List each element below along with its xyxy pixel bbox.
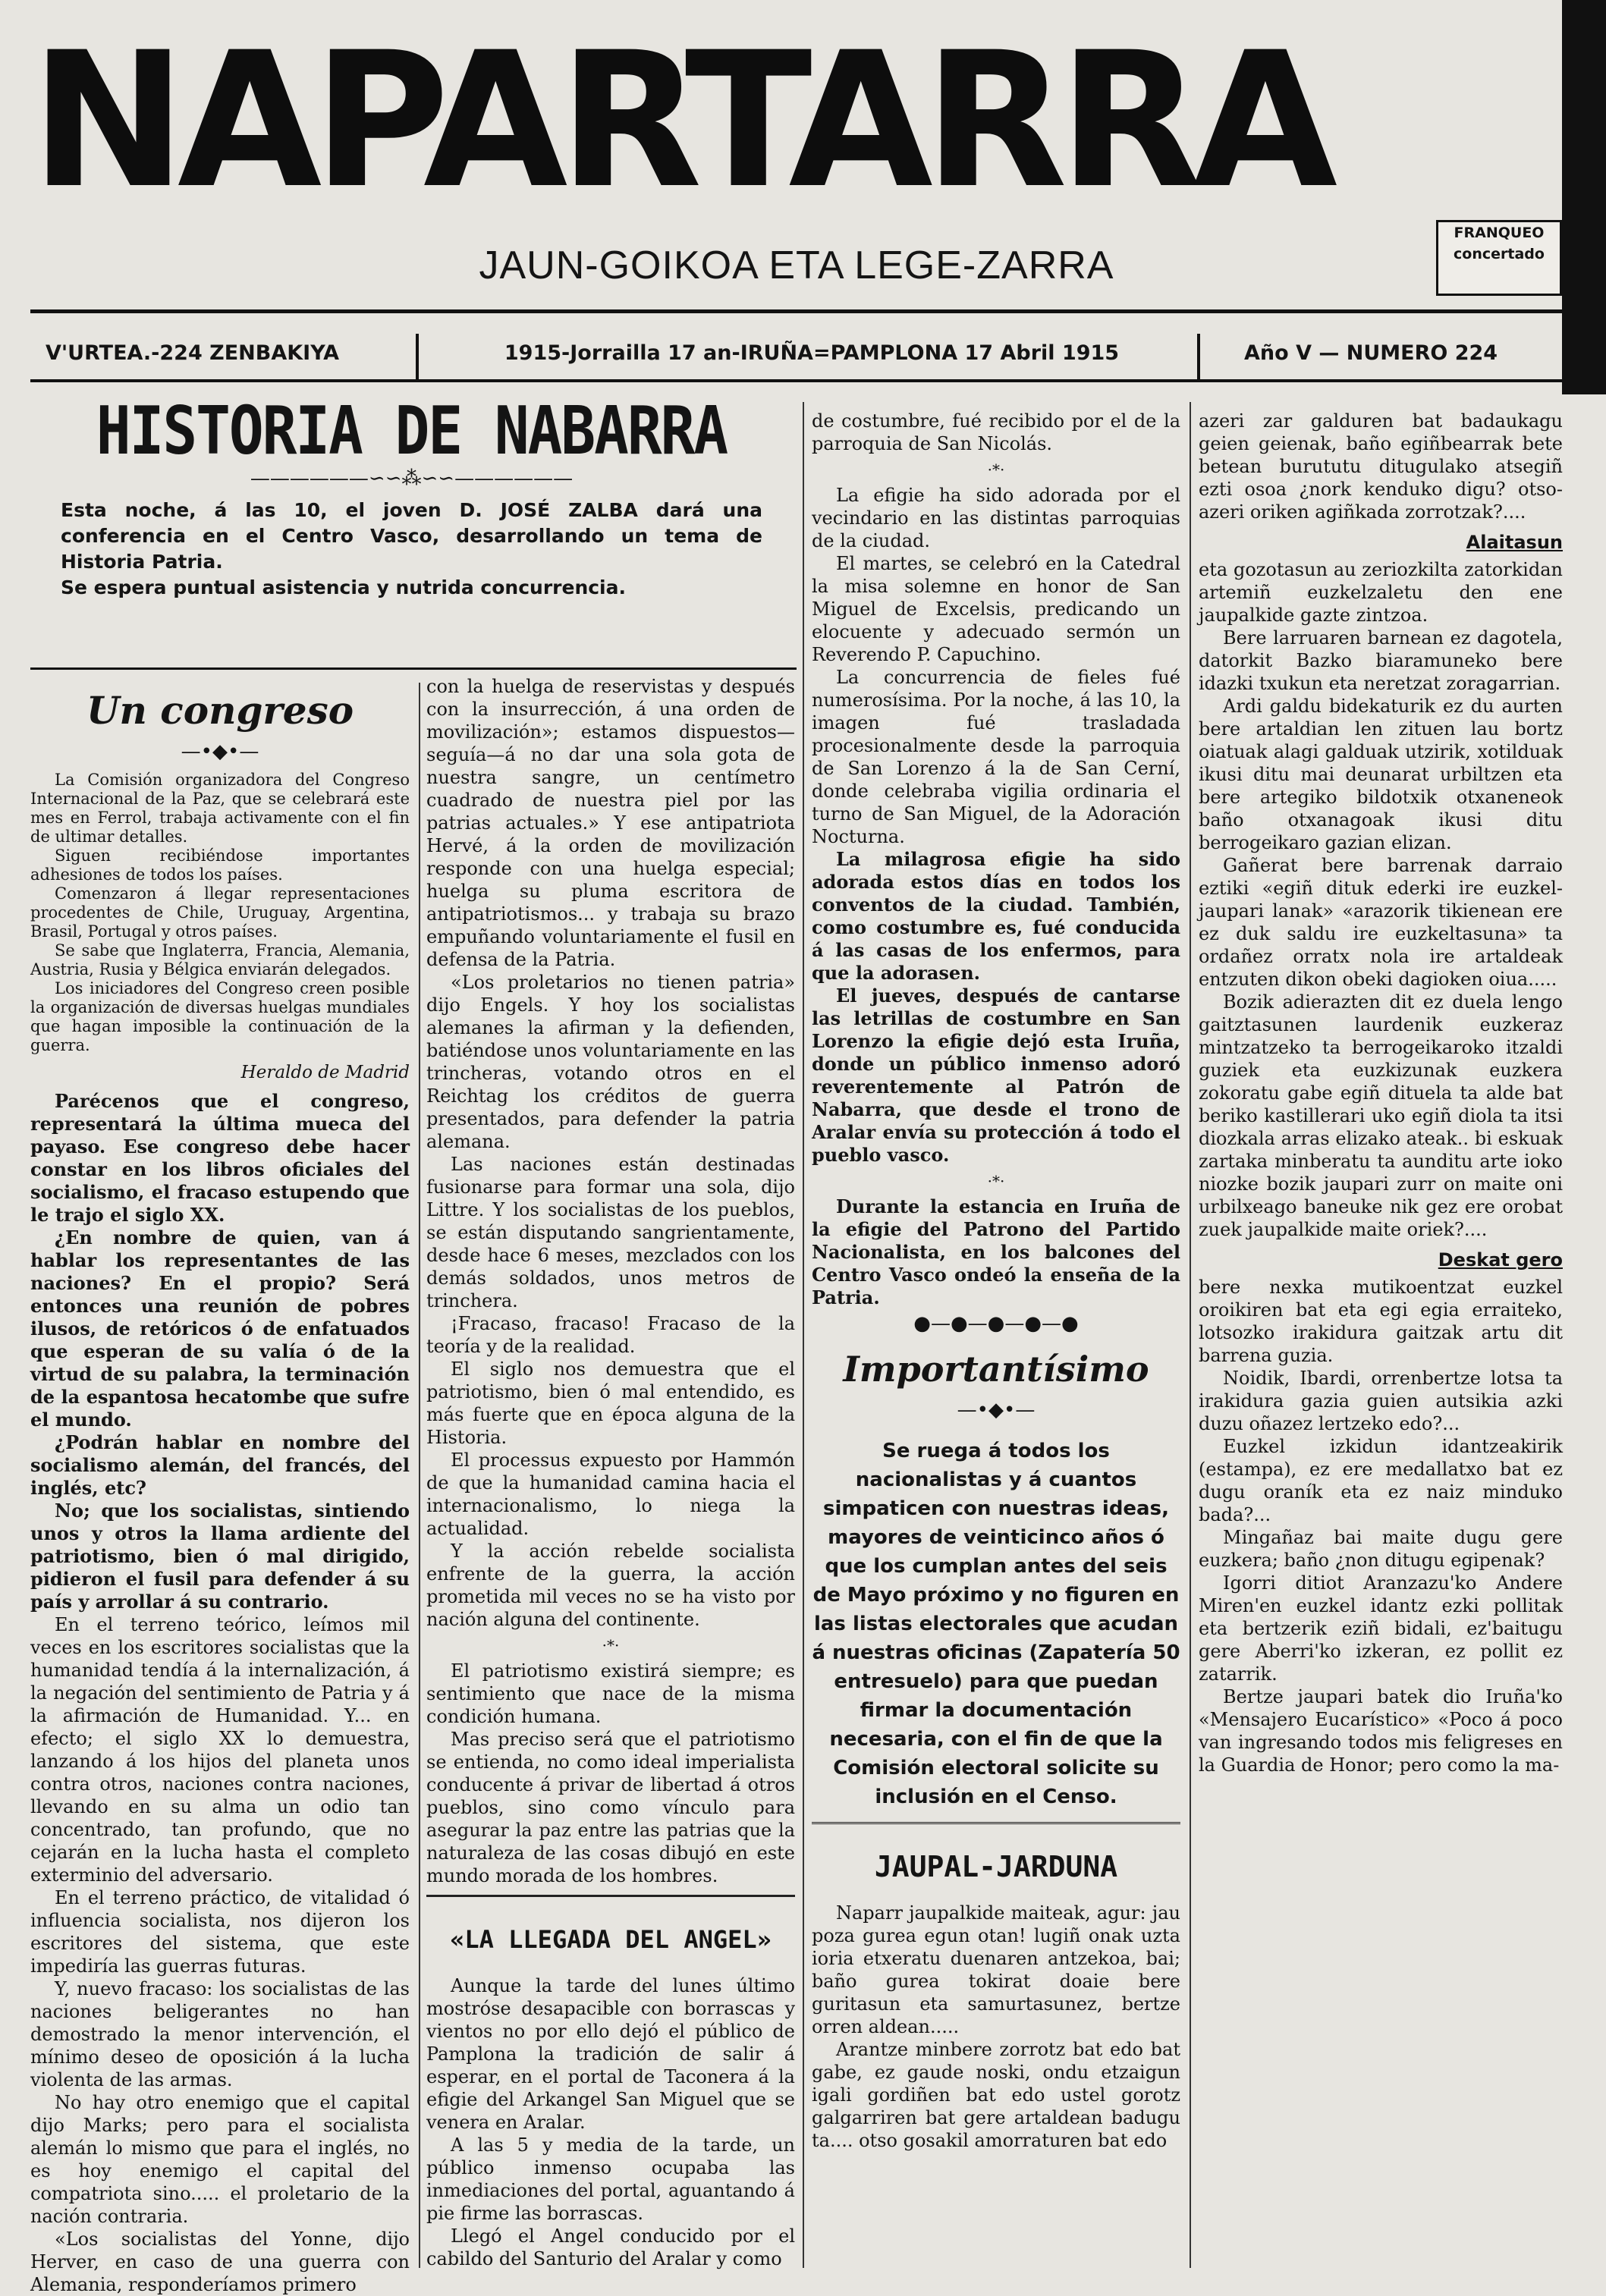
section-alaitasun: Alaitasun: [1466, 532, 1563, 553]
masthead-motto: JAUN-GOIKOA ETA LEGE-ZARRA: [479, 243, 1114, 287]
col2-para: El processus expuesto por Hammón de que la humanidad camina hacia el internacionalismo, lo niega la actualidad.: [426, 1450, 795, 1539]
dateline-rule: [30, 379, 1563, 382]
column-4: [1199, 410, 1563, 2276]
intro-para: La Comisión organizadora del Congreso Internacional de la Paz, que se celebrará este mes en Ferrol, trabaja activamente con el fin de ultimar detalles.: [30, 771, 410, 846]
col4-para: Noidik, Ibardi, orrenbertze lotsa ta irakidura gazia guien autsikia azki duzu oñazez lertzeko edo?...: [1199, 1368, 1563, 1434]
col4-para: Igorri ditiot Aranzazu'ko Andere Miren'en euzkel idantz ezki pollitak eta bertzerik eziñ bidali, ez'baitugu gere Aberri'ko izkeran, ez pollit ez zatarrik.: [1199, 1572, 1563, 1685]
col4-para: Bozik adierazten dit ez duela lengo gaitztasunen laurdenik euzkeraz mintzatzeko ta berrogeikaroko itzaldi guziek eta euzkizunak euzkera zokoratu gabe egiñ dituela ta alde bat beriko kastillerari uko egiñ diola ta itsi diozkala arras elizako ateak.. bi eskuak zartaka minberatu ta aunditu arte ioko niozke bozik jaupari zurr on maite oni urbilxeago baneuke nik gez ere orobat zuek jaupalkide maite oriek?....: [1199, 991, 1563, 1240]
col-rule-1: [419, 683, 420, 2268]
col4-para: azeri zar galduren bat badaukagu geien geienak, baño egiñbearrak bete betean burututu ditugulako atsegiñ ezti osoa ¿nork kenduko digu? otso-azeri oriken agiñkada zorrotzak?....: [1199, 410, 1563, 523]
body-para: En el terreno práctico, de vitalidad ó influencia socialista, nos dijeron los escritores del sistema, que este impediría las guerras futuras.: [30, 1887, 410, 1977]
col3-para: Durante la estancia en Iruña de la efigie del Patrono del Partido Nacionalista, en los balcones del Centro Vasco ondeó la enseña de la Patria.: [812, 1195, 1180, 1308]
column-3: [812, 410, 1180, 2276]
dateline-right: Año V — NUMERO 224: [1244, 341, 1498, 365]
col2-para: El patriotismo existirá siempre; es sentimiento que nace de la misma condición humana.: [426, 1660, 795, 1727]
congreso-title: Un congreso: [86, 688, 354, 733]
col2-para: El siglo nos demuestra que el patriotismo, bien ó mal entendido, es más fuerte que en época alguna de la Historia.: [426, 1358, 795, 1448]
dateline-left: V'URTEA.-224 ZENBAKIYA: [46, 341, 340, 365]
col-rule-2: [803, 402, 804, 2268]
dateline-sep-1: [416, 334, 419, 379]
rule: [426, 1895, 795, 1897]
congreso-source: Heraldo de Madrid: [240, 1063, 410, 1082]
historia-block: [30, 391, 793, 675]
historia-notice-2: Se espera puntual asistencia y nutrida concurrencia.: [61, 576, 626, 598]
intro-para: Comenzaron á llegar representaciones procedentes de Chile, Uruguay, Argentina, Brasil, Portugal y otros países.: [30, 884, 410, 941]
rule: [812, 1822, 1180, 1824]
body-para: ¿En nombre de quien, van á hablar los representantes de las naciones? En el propio? Será entonces una reunión de pobres ilusos, de retóricos ó de enfatuados que esperan de su valía ó de la virtud de su palabra, la terminación de la espantosa hecatombe que sufre el mundo.: [30, 1227, 410, 1431]
col2-para: Mas preciso será que el patriotismo se entienda, no como ideal imperialista conducente á privar de libertad á otros pueblos, sino como vínculo para asegurar la paz entre las patrias que la naturaleza de las cosas dibujó en este mundo morada de los hombres.: [426, 1729, 795, 1886]
body-para: ¿Podrán hablar en nombre del socialismo alemán, del francés, del inglés, etc?: [30, 1431, 410, 1499]
intro-para: Siguen recibiéndose importantes adhesiones de todos los países.: [30, 846, 410, 884]
col4-para: bere nexka mutikoentzat euzkel oroikiren bat eta egi egia erraiteko, lotsozko irakidura gaitzak artu dit barrena guzia.: [1199, 1277, 1563, 1366]
asterism: ·*·: [602, 1636, 620, 1654]
col2-para: Las naciones están destinadas fusionarse para formar una sola, dijo Littre. Y los socialistas de los pueblos, se están disputando sangrientamente, desde hace 6 meses, mezclados con los demás soldados, unos metros de trinchera.: [426, 1154, 795, 1311]
col3-para: La milagrosa efigie ha sido adorada estos días en todos los conventos de la ciudad. También, como costumbre es, fué conducida á las casas de los enfermos, para que la adorasen.: [812, 848, 1180, 984]
angel-title: «LA LLEGADA DEL ANGEL»: [450, 1925, 772, 1954]
col4-para: Bertze jaupari batek dio Iruña'ko «Mensajero Eucarístico» «Poco á poco van ingresando todos mis feligreses en la Guardia de Honor; pero como la ma-: [1199, 1686, 1563, 1776]
historia-notice: Esta noche, á las 10, el joven D. JOSÉ ZALBA dará una conferencia en el Centro Vasco, desarrollando un tema de Historia Patria.: [61, 499, 762, 573]
scan-edge: [1562, 0, 1606, 394]
franqueo-line-2: concertado: [1454, 246, 1545, 262]
body-para: No hay otro enemigo que el capital dijo Marks; pero para el socialista alemán lo mismo que para el inglés, no es hoy enemigo el capital del compatriota sino..... el proletario de la nación contraria.: [30, 2092, 410, 2227]
importantisimo-text: Se ruega á todos los nacionalistas y á cuantos simpaticen con nuestras ideas, mayores de veinticinco años ó que los cumplan antes del seis de Mayo próximo y no figuren en las listas electorales que acudan á nuestras oficinas (Zapatería 50 entresuelo) para que puedan firmar la documentación necesaria, con el fin de que la Comisión electoral solicite su inclusión en el Censo.: [812, 1440, 1180, 1808]
angel-para: A las 5 y media de la tarde, un público inmenso ocupaba las inmediaciones del portal, aguantando á pie firme las borrascas.: [426, 2134, 795, 2224]
col2-para: Y la acción rebelde socialista enfrente de la guerra, la acción prometida mil veces no se ha visto por nación alguna del continente.: [426, 1541, 795, 1630]
asterism: ·*·: [987, 460, 1005, 479]
col-rule-3: [1190, 402, 1191, 2268]
jaupal-para: Arantze minbere zorrotz bat edo bat gabe, ez gaude noski, ondu etzaigun igali gordiñen bat edo ustel gorotz galgarriren bat gere artaldean badugu ta.... otso gosakil amorraturen bat edo: [812, 2039, 1180, 2151]
body-para: «Los socialistas del Yonne, dijo Herver, en caso de una guerra con Alemania, responderíamos primero: [30, 2228, 410, 2295]
franqueo-stamp: [1436, 220, 1562, 296]
col3-para: El jueves, después de cantarse las letrillas de costumbre en San Lorenzo la efigie dejó esta Iruña, donde un público inmenso adoró reverentemente al Patrón de Nabarra, que desde el trono de Aralar envía su protección á todo el pueblo vasco.: [812, 985, 1180, 1166]
col3-para: La efigie ha sido adorada por el vecindario en las distintas parroquias de la ciudad.: [812, 485, 1180, 551]
jaupal-title: JAUPAL-JARDUNA: [874, 1850, 1118, 1883]
ornament: ——————∽∽⁂∽∽——————: [250, 467, 574, 490]
dateline-center: 1915-Jorrailla 17 an-IRUÑA=PAMPLONA 17 Abril 1915: [504, 341, 1120, 365]
jaupal-para: Naparr jaupalkide maiteak, agur: jau poza gurea egun otan! lugiñ onak uzta ioria etxeratu duenaren antzekoa, bai; baño gurea tokirat doaie bere guritasun eta samurtasunez, bertze orren aldean.....: [812, 1902, 1180, 2037]
historia-rule: [30, 667, 797, 670]
historia-headline: HISTORIA DE NABARRA: [96, 391, 728, 470]
col3-para: El martes, se celebró en la Catedral la misa solemne en honor de San Miguel de Excelsis, predicando un elocuente y adecuado sermón un Reverendo P. Capuchino.: [812, 553, 1180, 665]
asterism: ·*·: [987, 1172, 1005, 1190]
col4-para: Gañerat bere barrenak darraio eztiki «egiñ dituk ederki ire euzkel-jaupari lanak» «arazorik tikienean ere ez duk saldu ire euzkeltasuna» ta ordañez orratx nola ire artaldeak entzuten dikon obeki dagioken oiua.....: [1199, 855, 1563, 990]
column-1: [30, 675, 410, 2295]
section-deskat-gero: Deskat gero: [1438, 1249, 1563, 1270]
intro-para: Se sabe que Inglaterra, Francia, Alemania, Austria, Rusia y Bélgica enviarán delegados.: [30, 941, 410, 978]
col2-para: «Los proletarios no tienen patria» dijo Engels. Y hoy los socialistas alemanes la afirman y la defienden, batiéndose unos voluntariamente en las trincheras, votando otros en el Reichtag los créditos de guerra presentados, para defender la patria alemana.: [426, 972, 795, 1152]
dateline-sep-2: [1197, 334, 1200, 379]
intro-para: Los iniciadores del Congreso creen posible la organización de diversas huelgas mundiales que hagan imposible la continuación de la guerra.: [30, 979, 410, 1054]
importantisimo-title: Importantísimo: [843, 1349, 1149, 1390]
body-para: No; que los socialistas, sintiendo unos y otros la llama ardiente del patriotismo, bien ó mal dirigido, pidieron el fusil para defender á su país y arrollar á su contrario.: [30, 1500, 410, 1613]
angel-para: Aunque la tarde del lunes último mostróse desapacible con borrascas y vientos no por ello dejó el público de Pamplona la tradición de salir á esperar, en el portal de Taconera á la efigie del Arkangel San Miguel que se venera en Aralar.: [426, 1975, 795, 2133]
congreso-intro: [30, 771, 410, 1055]
angel-para: Llegó el Angel conducido por el cabildo del Santurio del Aralar y como: [426, 2225, 795, 2269]
ornament: —•◆•—: [957, 1399, 1036, 1421]
col2-para: con la huelga de reservistas y después con la insurrección, á una orden de movilización»; estamos dispuestos—seguía—á no dar una sola gota de nuestra sangre, un centímetro cuadrado de nuestra piel por las patrias actuales.» Y ese antipatriota Hervé, á la orden de movilización responde con una huelga especial; huelga su pluma escritora de antipatriotismos... y trabaja su brazo empuñando voluntariamente el fusil en defensa de la Patria.: [426, 676, 795, 970]
col4-para: Mingañaz bai maite dugu gere euzkera; baño ¿non ditugu egipenak?: [1199, 1527, 1563, 1571]
ornament: ●—●—●—●—●: [913, 1312, 1079, 1335]
col3-para: La concurrencia de fieles fué numerosísima. Por la noche, á las 10, la imagen fué trasladada procesionalmente desde la parroquia de San Lorenzo á la de San Cerní, donde celebraba vigilia ordinaria el turno de San Miguel, de la Adoración Nocturna.: [812, 667, 1180, 847]
column-2: [426, 675, 795, 2276]
col3-para: de costumbre, fué recibido por el de la parroquia de San Nicolás.: [812, 410, 1180, 454]
col4-para: Ardi galdu bidekaturik ez du aurten bere artaldian len zituen lau bortz oiatuak alagi galduak utzirik, xotilduak ikusi ditu mai deunarat urbiltzen eta bere artegiko bildotxik otxaneneok baño otxanagoak ikusi ditu berrogeikaro gazian elizan.: [1199, 696, 1563, 853]
col2-para: ¡Fracaso, fracaso! Fracaso de la teoría y de la realidad.: [426, 1313, 795, 1357]
body-para: Parécenos que el congreso, representará la última mueca del payaso. Ese congreso debe hacer constar en los libros oficiales del socialismo, el fracaso estupendo que le trajo el siglo XX.: [30, 1090, 410, 1226]
franqueo-line-1: FRANQUEO: [1454, 225, 1545, 241]
ornament: —•◆•—: [181, 740, 259, 763]
body-para: Y, nuevo fracaso: los socialistas de las naciones beligerantes no han demostrado la menor intervención, el mínimo deseo de oposición á la lucha violenta de las armas.: [30, 1978, 410, 2090]
col4-para: Bere larruaren barnean ez dagotela, datorkit Bazko biaramuneko bere idazki txukun eta neretzat zoragarrian.: [1199, 627, 1563, 694]
col4-para: Euzkel izkidun idantzeakirik (estampa), ez ere medallatxo bat ez dugu oraník eta ez naiz minduko bada?...: [1199, 1436, 1563, 1525]
col4-para: eta gozotasun au zeriozkilta zatorkidan artemiñ euzkelzaletu den ene jaupalkide gazte zintzoa.: [1199, 559, 1563, 626]
masthead-title: NAPARTARRA: [30, 13, 1329, 230]
body-para: En el terreno teórico, leímos mil veces en los escritores socialistas que la humanidad tendía á la internalización, á la negación del sentimiento de Patria y á la afirmación de Humanidad. Y... en efecto; el siglo XX lo demuestra, lanzando á los hijos del planeta unos contra otros, naciones contra naciones, llevando en su alma un odio tan concentrado, tan profundo, que no cejarán en la lucha hasta el completo exterminio del adversario.: [30, 1614, 410, 1886]
top-rule: [30, 309, 1563, 313]
